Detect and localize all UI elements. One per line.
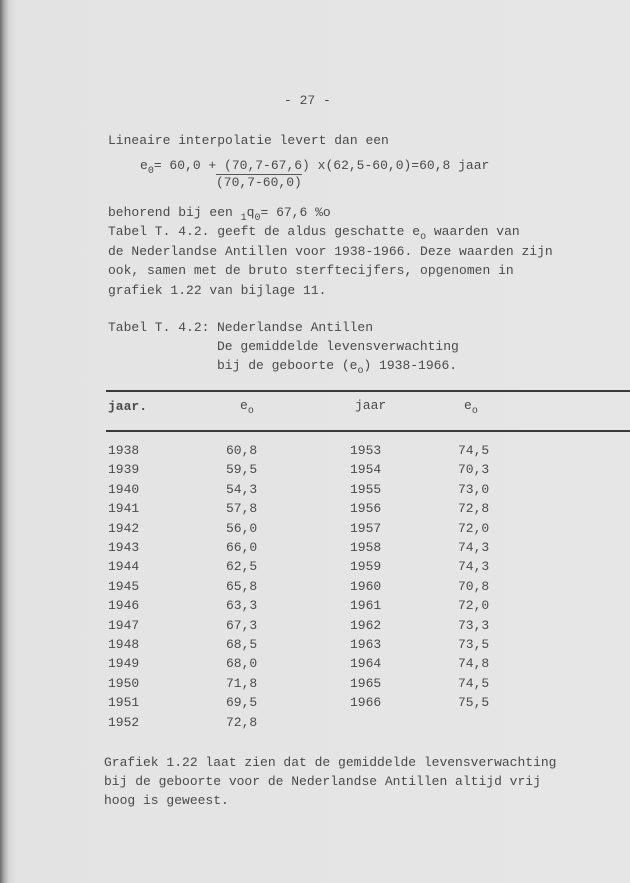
formula bbox=[140, 158, 490, 177]
cell-year: 1950 bbox=[108, 675, 140, 691]
header-e0-1 bbox=[240, 398, 254, 417]
cell-e0: 69,5 bbox=[226, 695, 258, 711]
cell-e0: 72,8 bbox=[226, 714, 258, 730]
cell-e0: 62,5 bbox=[226, 559, 258, 575]
text: e bbox=[464, 398, 472, 413]
cell-year: 1955 bbox=[350, 481, 382, 497]
cell-e0: 73,5 bbox=[458, 637, 490, 652]
cell-year: 1961 bbox=[350, 598, 382, 614]
subscript: 1 bbox=[240, 213, 247, 224]
cell-year: 1957 bbox=[350, 520, 382, 536]
text: behorend bij een bbox=[108, 205, 241, 220]
cell-e0: 74,5 bbox=[458, 675, 490, 691]
header-year-1: jaar. bbox=[108, 399, 148, 414]
cell-year: 1954 bbox=[350, 462, 382, 478]
formula-rest: x(62,5-60,0)=60,8 jaar bbox=[309, 158, 490, 173]
caption-line: De gemiddelde levensverwachting bbox=[217, 339, 459, 354]
cell-e0: 72,0 bbox=[458, 520, 490, 536]
text-line bbox=[108, 224, 520, 243]
cell-year: 1940 bbox=[108, 481, 140, 497]
cell-e0: 67,3 bbox=[226, 617, 258, 633]
table-top-rule bbox=[106, 390, 630, 392]
text-line: de Nederlandse Antillen voor 1938-1966. Deze waarden zijn bbox=[108, 244, 553, 259]
cell-year: 1965 bbox=[350, 675, 382, 691]
cell-year: 1953 bbox=[350, 443, 382, 458]
caption-line bbox=[217, 358, 458, 377]
subscript: o bbox=[471, 406, 478, 417]
cell-year: 1964 bbox=[350, 656, 382, 672]
text: = 67,6 %o bbox=[260, 205, 331, 220]
cell-year: 1951 bbox=[108, 695, 140, 711]
text-line: ook, samen met de bruto sterftecijfers, opgenomen in bbox=[108, 263, 514, 278]
cell-year: 1939 bbox=[108, 462, 140, 478]
cell-year: 1943 bbox=[108, 540, 140, 555]
page-number: - 27 - bbox=[284, 93, 331, 108]
cell-year: 1960 bbox=[350, 578, 382, 594]
formula-lhs: e bbox=[140, 158, 148, 173]
cell-year: 1941 bbox=[108, 501, 140, 517]
cell-e0: 59,5 bbox=[226, 462, 258, 478]
formula-denominator: (70,7-60,0) bbox=[216, 175, 302, 190]
cell-e0: 73,0 bbox=[458, 481, 490, 497]
text: waarden van bbox=[426, 224, 520, 239]
header-e0-2 bbox=[464, 398, 478, 417]
cell-year: 1952 bbox=[108, 714, 140, 730]
cell-e0: 70,8 bbox=[458, 578, 490, 594]
cell-e0: 73,3 bbox=[458, 617, 490, 633]
cell-e0: 56,0 bbox=[226, 520, 258, 536]
cell-e0: 74,5 bbox=[458, 443, 490, 458]
formula-numerator: (70,7-67,6) bbox=[224, 158, 310, 173]
cell-year: 1942 bbox=[108, 520, 140, 536]
cell-year: 1949 bbox=[108, 656, 140, 672]
cell-e0: 54,3 bbox=[226, 481, 258, 497]
cell-e0: 71,8 bbox=[226, 675, 258, 691]
text: e bbox=[240, 398, 248, 413]
text-line: hoog is geweest. bbox=[104, 793, 229, 808]
cell-e0: 75,5 bbox=[458, 695, 490, 711]
cell-year: 1966 bbox=[350, 695, 382, 711]
cell-e0: 63,3 bbox=[226, 598, 258, 614]
text: bij de geboorte (e bbox=[217, 358, 358, 373]
cell-year: 1946 bbox=[108, 598, 140, 614]
cell-e0: 72,8 bbox=[458, 501, 490, 517]
cell-year: 1962 bbox=[350, 617, 382, 633]
text: q bbox=[246, 205, 255, 220]
cell-year: 1963 bbox=[350, 637, 382, 652]
text-line: bij de geboorte voor de Nederlandse Antillen altijd vrij bbox=[104, 774, 541, 789]
cell-year: 1938 bbox=[108, 443, 140, 458]
formula-eq: = 60,0 + bbox=[153, 158, 225, 173]
cell-e0: 65,8 bbox=[226, 578, 258, 594]
cell-e0: 74,3 bbox=[458, 540, 490, 555]
cell-year: 1959 bbox=[350, 559, 382, 575]
cell-year: 1956 bbox=[350, 501, 382, 517]
caption-line: Nederlandse Antillen bbox=[217, 320, 374, 335]
subscript: o bbox=[420, 232, 427, 243]
cell-e0: 74,8 bbox=[458, 656, 490, 672]
formula-sub: 0 bbox=[147, 166, 154, 177]
text: ) 1938-1966. bbox=[363, 358, 458, 373]
cell-e0: 68,0 bbox=[226, 656, 258, 672]
header-year-2: jaar bbox=[355, 398, 387, 413]
cell-e0: 57,8 bbox=[226, 501, 258, 517]
cell-year: 1947 bbox=[108, 617, 140, 633]
cell-e0: 74,3 bbox=[458, 559, 490, 575]
cell-year: 1958 bbox=[350, 540, 382, 555]
text-line: grafiek 1.22 van bijlage 11. bbox=[108, 283, 327, 298]
cell-e0: 68,5 bbox=[226, 637, 258, 652]
cell-e0: 72,0 bbox=[458, 598, 490, 614]
text-line: Grafiek 1.22 laat zien dat de gemiddelde levensverwachting bbox=[104, 755, 557, 770]
subscript: o bbox=[247, 406, 254, 417]
cell-year: 1945 bbox=[108, 578, 140, 594]
text-line: Lineaire interpolatie levert dan een bbox=[108, 133, 389, 148]
cell-year: 1944 bbox=[108, 559, 140, 575]
subscript: o bbox=[357, 366, 364, 377]
cell-e0: 60,8 bbox=[226, 443, 258, 458]
text: Tabel T. 4.2. geeft de aldus geschatte e bbox=[108, 224, 421, 239]
table-header-rule bbox=[106, 430, 630, 432]
subscript: 0 bbox=[254, 213, 261, 224]
caption-label: Tabel T. 4.2: bbox=[108, 320, 210, 335]
cell-year: 1948 bbox=[108, 637, 140, 652]
cell-e0: 66,0 bbox=[226, 540, 258, 555]
cell-e0: 70,3 bbox=[458, 462, 490, 478]
